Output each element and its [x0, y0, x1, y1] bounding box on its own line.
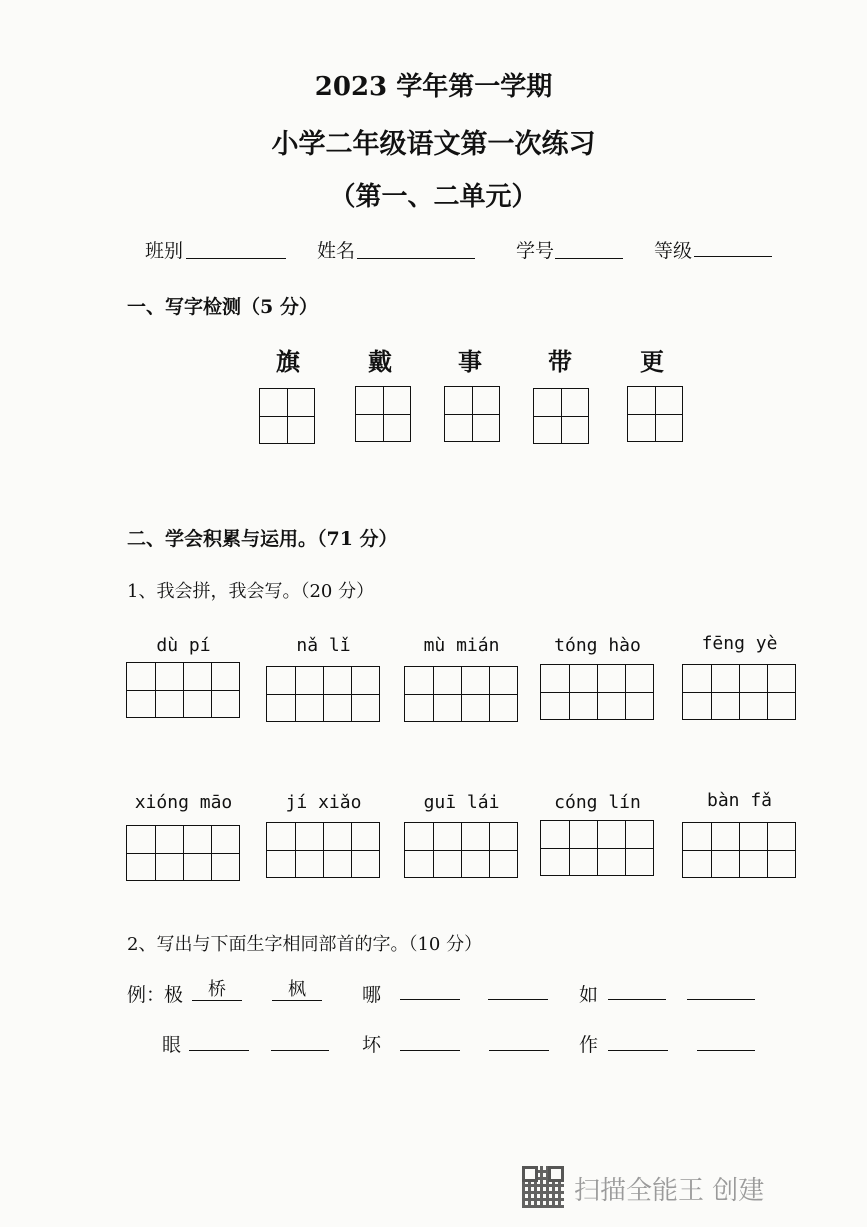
section2-title: 二、学会积累与运用。（71 分）: [127, 528, 398, 550]
pinyin-label: fēng yè: [701, 633, 778, 654]
exam-title: 小学二年级语文第一次练习: [271, 129, 596, 160]
grade-label: 等级: [654, 240, 693, 262]
pinyin-label: nǎ lǐ: [296, 635, 351, 656]
pinyin-label: cóng lín: [554, 792, 641, 813]
writing-char: 带: [548, 347, 572, 376]
student-number-label: 学号: [516, 240, 555, 262]
pinyin-label: dù pí: [156, 635, 211, 656]
pinyin-label: bàn fǎ: [706, 790, 773, 811]
writing-grid[interactable]: [444, 386, 500, 442]
q2-title: 2、写出与下面生字相同部首的字。（10 分）: [127, 934, 483, 955]
class-blank[interactable]: [186, 258, 286, 259]
answer-blank[interactable]: [400, 999, 460, 1000]
word-writing-grid[interactable]: [404, 666, 518, 722]
section1-title: 一、写字检测（5 分）: [127, 296, 318, 318]
example-prefix: 例：: [127, 984, 166, 1006]
writing-grid[interactable]: [533, 388, 589, 444]
radical-char: 如: [579, 984, 599, 1006]
answer-blank[interactable]: [489, 1050, 549, 1051]
word-writing-grid[interactable]: [540, 664, 654, 720]
writing-grid[interactable]: [355, 386, 411, 442]
word-writing-grid[interactable]: [266, 822, 380, 878]
word-writing-grid[interactable]: [540, 820, 654, 876]
word-writing-grid[interactable]: [404, 822, 518, 878]
answer-blank[interactable]: [189, 1050, 249, 1051]
word-writing-grid[interactable]: [126, 662, 240, 718]
qr-code-icon: [522, 1166, 564, 1208]
name-blank[interactable]: [357, 258, 475, 259]
word-writing-grid[interactable]: [126, 825, 240, 881]
writing-grid[interactable]: [627, 386, 683, 442]
example-answer: 枫: [272, 980, 322, 1001]
radical-char: 哪: [362, 984, 382, 1006]
writing-grid[interactable]: [259, 388, 315, 444]
pinyin-label: guī lái: [423, 792, 500, 813]
exam-term-title: 2023 学年第一学期: [314, 72, 553, 102]
answer-blank[interactable]: [697, 1050, 755, 1051]
radical-char: 眼: [162, 1034, 182, 1056]
answer-blank[interactable]: [400, 1050, 460, 1051]
writing-char: 旗: [276, 347, 300, 376]
word-writing-grid[interactable]: [682, 822, 796, 878]
word-writing-grid[interactable]: [682, 664, 796, 720]
answer-blank[interactable]: [687, 999, 755, 1000]
example-char: 极: [164, 984, 184, 1006]
answer-blank[interactable]: [608, 999, 666, 1000]
q1-title: 1、我会拼，我会写。（20 分）: [127, 581, 375, 602]
pinyin-label: mù mián: [423, 635, 500, 656]
scanner-watermark: 扫描全能王 创建: [574, 1176, 765, 1206]
example-answer: 桥: [192, 980, 242, 1001]
writing-char: 事: [458, 347, 482, 376]
writing-char: 更: [640, 347, 664, 376]
radical-char: 作: [579, 1034, 599, 1056]
answer-blank[interactable]: [488, 999, 548, 1000]
pinyin-label: jí xiǎo: [285, 792, 362, 813]
grade-blank[interactable]: [694, 256, 772, 257]
radical-char: 坏: [362, 1034, 382, 1056]
pinyin-label: xióng māo: [134, 792, 233, 813]
student-number-blank[interactable]: [555, 258, 623, 259]
pinyin-label: tóng hào: [554, 635, 641, 656]
class-label: 班别: [145, 240, 184, 262]
answer-blank[interactable]: [608, 1050, 668, 1051]
name-label: 姓名: [317, 240, 356, 262]
answer-blank[interactable]: [271, 1050, 329, 1051]
word-writing-grid[interactable]: [266, 666, 380, 722]
exam-units: （第一、二单元）: [329, 182, 538, 212]
writing-char: 戴: [368, 347, 392, 376]
